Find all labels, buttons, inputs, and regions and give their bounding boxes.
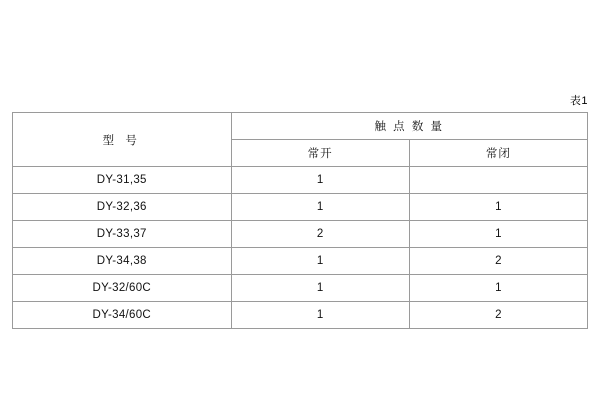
table-row (13, 221, 588, 248)
cell-normally-closed (409, 167, 587, 194)
cell-model: DY-31,35 (13, 167, 232, 194)
cell-normally-open: 1 (231, 302, 409, 329)
cell-normally-open: 1 (231, 194, 409, 221)
table-body (13, 167, 588, 329)
column-header-contact-quantity: 触 点 数 量 (231, 113, 588, 140)
cell-normally-closed: 2 (409, 302, 587, 329)
table-row (13, 275, 588, 302)
cell-normally-closed: 2 (409, 248, 587, 275)
table-header (13, 113, 588, 167)
cell-model: DY-34,38 (13, 248, 232, 275)
table-header-row-top (13, 113, 588, 140)
cell-model: DY-34/60C (13, 302, 232, 329)
cell-normally-closed: 1 (409, 221, 587, 248)
column-header-model: 型 号 (13, 113, 232, 167)
contact-quantity-table (12, 112, 588, 329)
cell-model: DY-32,36 (13, 194, 232, 221)
cell-normally-open: 1 (231, 275, 409, 302)
cell-normally-open: 1 (231, 167, 409, 194)
cell-normally-closed: 1 (409, 275, 587, 302)
cell-model: DY-32/60C (13, 275, 232, 302)
cell-normally-closed: 1 (409, 194, 587, 221)
cell-normally-open: 2 (231, 221, 409, 248)
cell-normally-open: 1 (231, 248, 409, 275)
cell-model: DY-33,37 (13, 221, 232, 248)
table-row (13, 248, 588, 275)
table-row (13, 167, 588, 194)
table-row (13, 302, 588, 329)
table-row (13, 194, 588, 221)
table-caption: 表1 (569, 95, 588, 107)
column-header-normally-open: 常开 (231, 140, 409, 167)
column-header-normally-closed: 常闭 (409, 140, 587, 167)
